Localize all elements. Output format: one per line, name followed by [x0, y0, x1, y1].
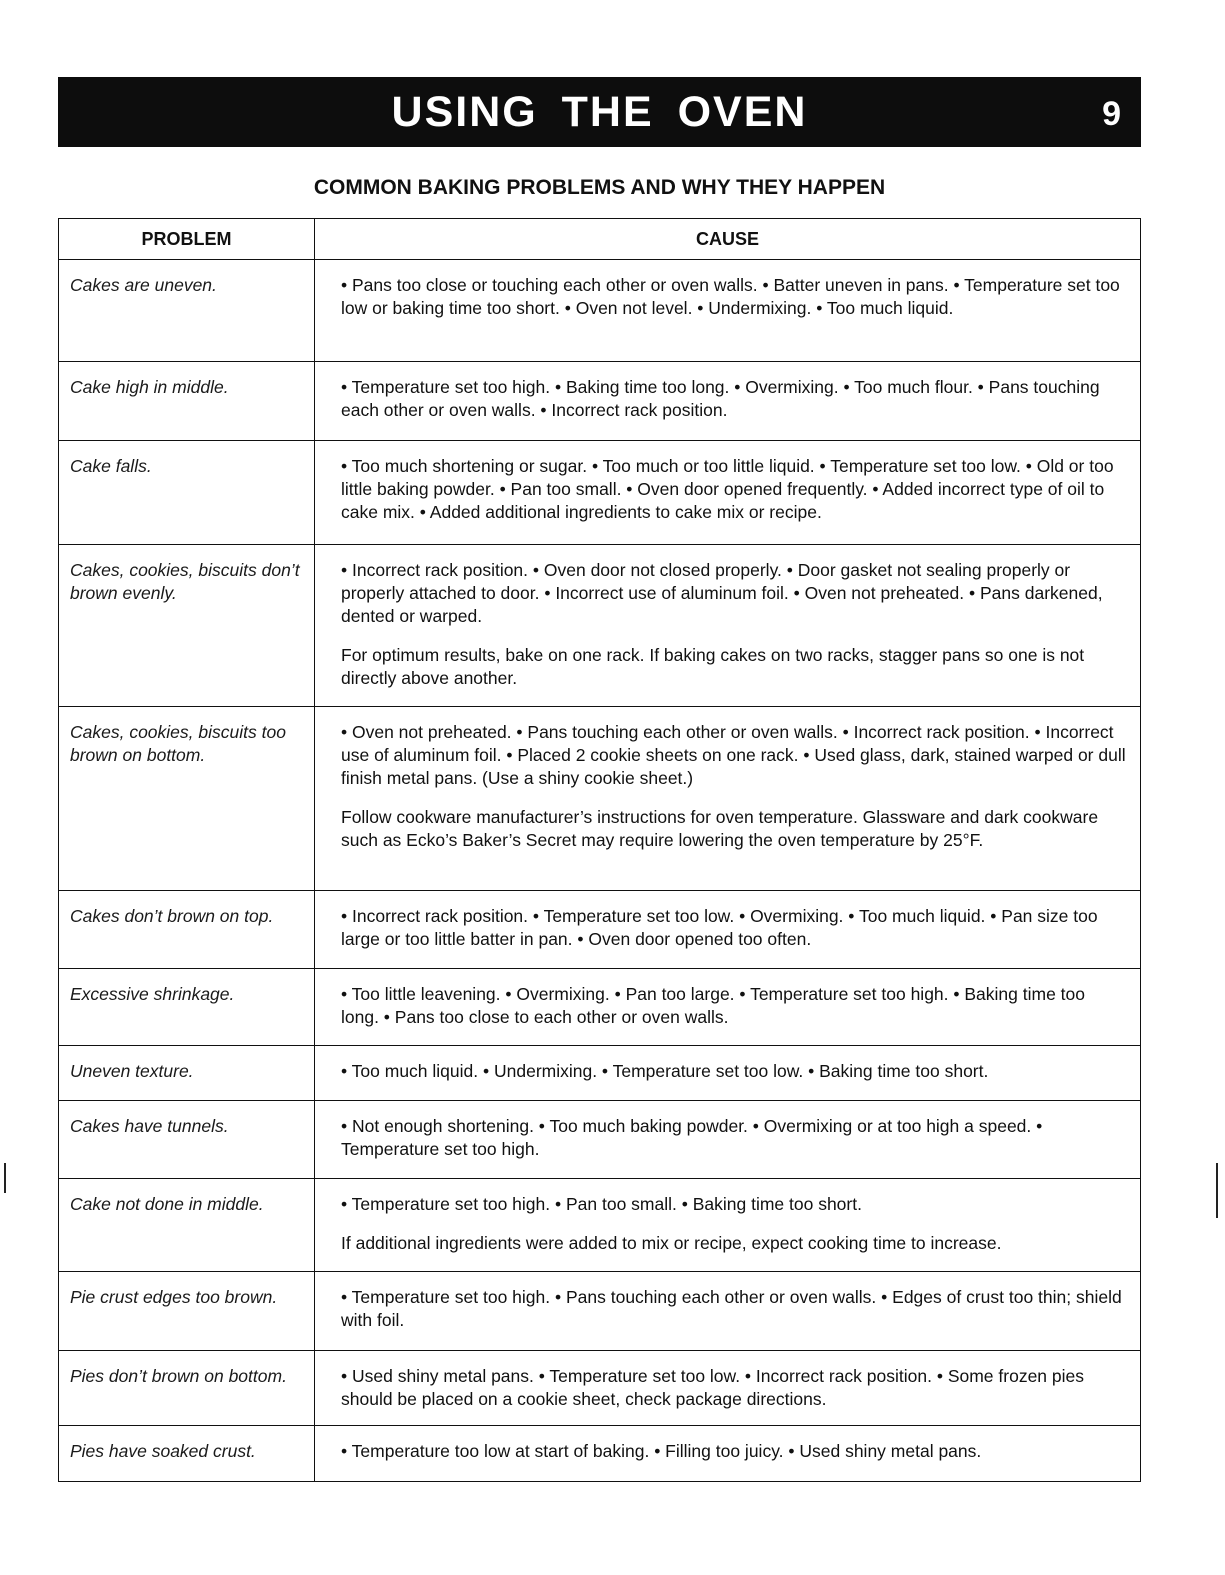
cause-cell: [315, 1046, 1141, 1101]
table-row: [59, 707, 1141, 891]
problem-cell: Cakes are uneven.: [59, 260, 315, 362]
column-header-problem: PROBLEM: [59, 219, 315, 260]
problem-cell: Pies have soaked crust.: [59, 1426, 315, 1482]
cause-paragraph: • Incorrect rack position. • Temperature set too low. • Overmixing. • Too much liquid. • Pan size too large or too little batter in pan. • Oven door opened too often.: [341, 906, 1098, 949]
cause-cell: [315, 362, 1141, 441]
table-row: [59, 1351, 1141, 1426]
problem-cell: Cakes, cookies, biscuits don’t brown evenly.: [59, 545, 315, 707]
cause-cell: [315, 1179, 1141, 1272]
table-row: [59, 441, 1141, 545]
scan-edge-mark-right: [1216, 1163, 1218, 1218]
cause-paragraph: • Pans too close or touching each other or oven walls. • Batter uneven in pans. • Temperature set too low or baking time too short. • Oven not level. • Undermixing. • Too much liquid.: [341, 275, 1120, 318]
table-row: [59, 1101, 1141, 1179]
problem-cell: Cakes have tunnels.: [59, 1101, 315, 1179]
cause-cell: [315, 1426, 1141, 1482]
cause-cell: [315, 545, 1141, 707]
cause-paragraph: • Too much liquid. • Undermixing. • Temperature set too low. • Baking time too short.: [341, 1061, 989, 1081]
table-row: [59, 969, 1141, 1046]
cause-cell: [315, 1351, 1141, 1426]
cause-paragraph: • Oven not preheated. • Pans touching each other or oven walls. • Incorrect rack position. • Incorrect use of aluminum foil. • Placed 2 cookie sheets on one rack. • Used glass, dark, stained warped or dull finish metal pans. (Use a shiny cookie sheet.): [341, 722, 1126, 788]
cause-cell: [315, 260, 1141, 362]
table-row: [59, 545, 1141, 707]
table-row: [59, 362, 1141, 441]
section-title: COMMON BAKING PROBLEMS AND WHY THEY HAPPEN: [313, 176, 886, 199]
problem-cell: Cake not done in middle.: [59, 1179, 315, 1272]
table-row: [59, 1426, 1141, 1482]
cause-paragraph: • Too much shortening or sugar. • Too much or too little liquid. • Temperature set too low. • Old or too little baking powder. • Pan too small. • Oven door opened frequently. • Added incorrect type of oil to cake mix. • Added additional ingredients to cake mix or recipe.: [341, 456, 1114, 522]
cause-paragraph: • Not enough shortening. • Too much baking powder. • Overmixing or at too high a speed. • Temperature set too high.: [341, 1116, 1043, 1159]
table-header-row: [59, 219, 1141, 260]
cause-cell: [315, 969, 1141, 1046]
cause-paragraph: • Temperature set too high. • Pans touching each other or oven walls. • Edges of crust too thin; shield with foil.: [341, 1287, 1122, 1330]
cause-paragraph: For optimum results, bake on one rack. If baking cakes on two racks, stagger pans so one is not directly above another.: [341, 645, 1085, 688]
problem-cell: Uneven texture.: [59, 1046, 315, 1101]
problem-cell: Cakes don’t brown on top.: [59, 891, 315, 969]
scan-edge-mark-left: [4, 1163, 6, 1193]
cause-paragraph: • Incorrect rack position. • Oven door not closed properly. • Door gasket not sealing properly or properly attached to door. • Incorrect use of aluminum foil. • Oven not preheated. • Pans darkened, dented or warped.: [341, 560, 1103, 626]
problem-cell: Cakes, cookies, biscuits too brown on bottom.: [59, 707, 315, 891]
cause-paragraph: • Temperature set too high. • Pan too small. • Baking time too short.: [341, 1194, 862, 1214]
cause-paragraph: • Temperature set too high. • Baking time too long. • Overmixing. • Too much flour. • Pans touching each other or oven walls. • Incorrect rack position.: [341, 377, 1100, 420]
table-row: [59, 1272, 1141, 1351]
column-header-cause: CAUSE: [315, 219, 1141, 260]
page-title: USING THE OVEN: [391, 88, 808, 136]
table-row: [59, 260, 1141, 362]
cause-paragraph: • Too little leavening. • Overmixing. • Pan too large. • Temperature set too high. • Baking time too long. • Pans too close to each other or oven walls.: [341, 984, 1085, 1027]
table-row: [59, 891, 1141, 969]
cause-paragraph: • Used shiny metal pans. • Temperature set too low. • Incorrect rack position. • Some frozen pies should be placed on a cookie sheet, check package directions.: [341, 1366, 1084, 1409]
problem-cell: Pies don’t brown on bottom.: [59, 1351, 315, 1426]
cause-cell: [315, 891, 1141, 969]
table-body: [59, 260, 1141, 1482]
problem-cell: Pie crust edges too brown.: [59, 1272, 315, 1351]
baking-problems-table: [58, 218, 1141, 1482]
cause-paragraph: • Temperature too low at start of baking. • Filling too juicy. • Used shiny metal pans.: [341, 1441, 982, 1461]
cause-paragraph: If additional ingredients were added to mix or recipe, expect cooking time to increase.: [341, 1233, 1002, 1253]
table-row: [59, 1179, 1141, 1272]
problem-cell: Excessive shrinkage.: [59, 969, 315, 1046]
cause-cell: [315, 1101, 1141, 1179]
problem-cell: Cake high in middle.: [59, 362, 315, 441]
table-row: [59, 1046, 1141, 1101]
cause-paragraph: Follow cookware manufacturer’s instructions for oven temperature. Glassware and dark cookware such as Ecko’s Baker’s Secret may require lowering the oven temperature by 25°F.: [341, 807, 1099, 850]
cause-cell: [315, 707, 1141, 891]
page-number: 9: [1102, 95, 1121, 133]
cause-cell: [315, 1272, 1141, 1351]
cause-cell: [315, 441, 1141, 545]
problem-cell: Cake falls.: [59, 441, 315, 545]
header-bar: [58, 77, 1141, 147]
